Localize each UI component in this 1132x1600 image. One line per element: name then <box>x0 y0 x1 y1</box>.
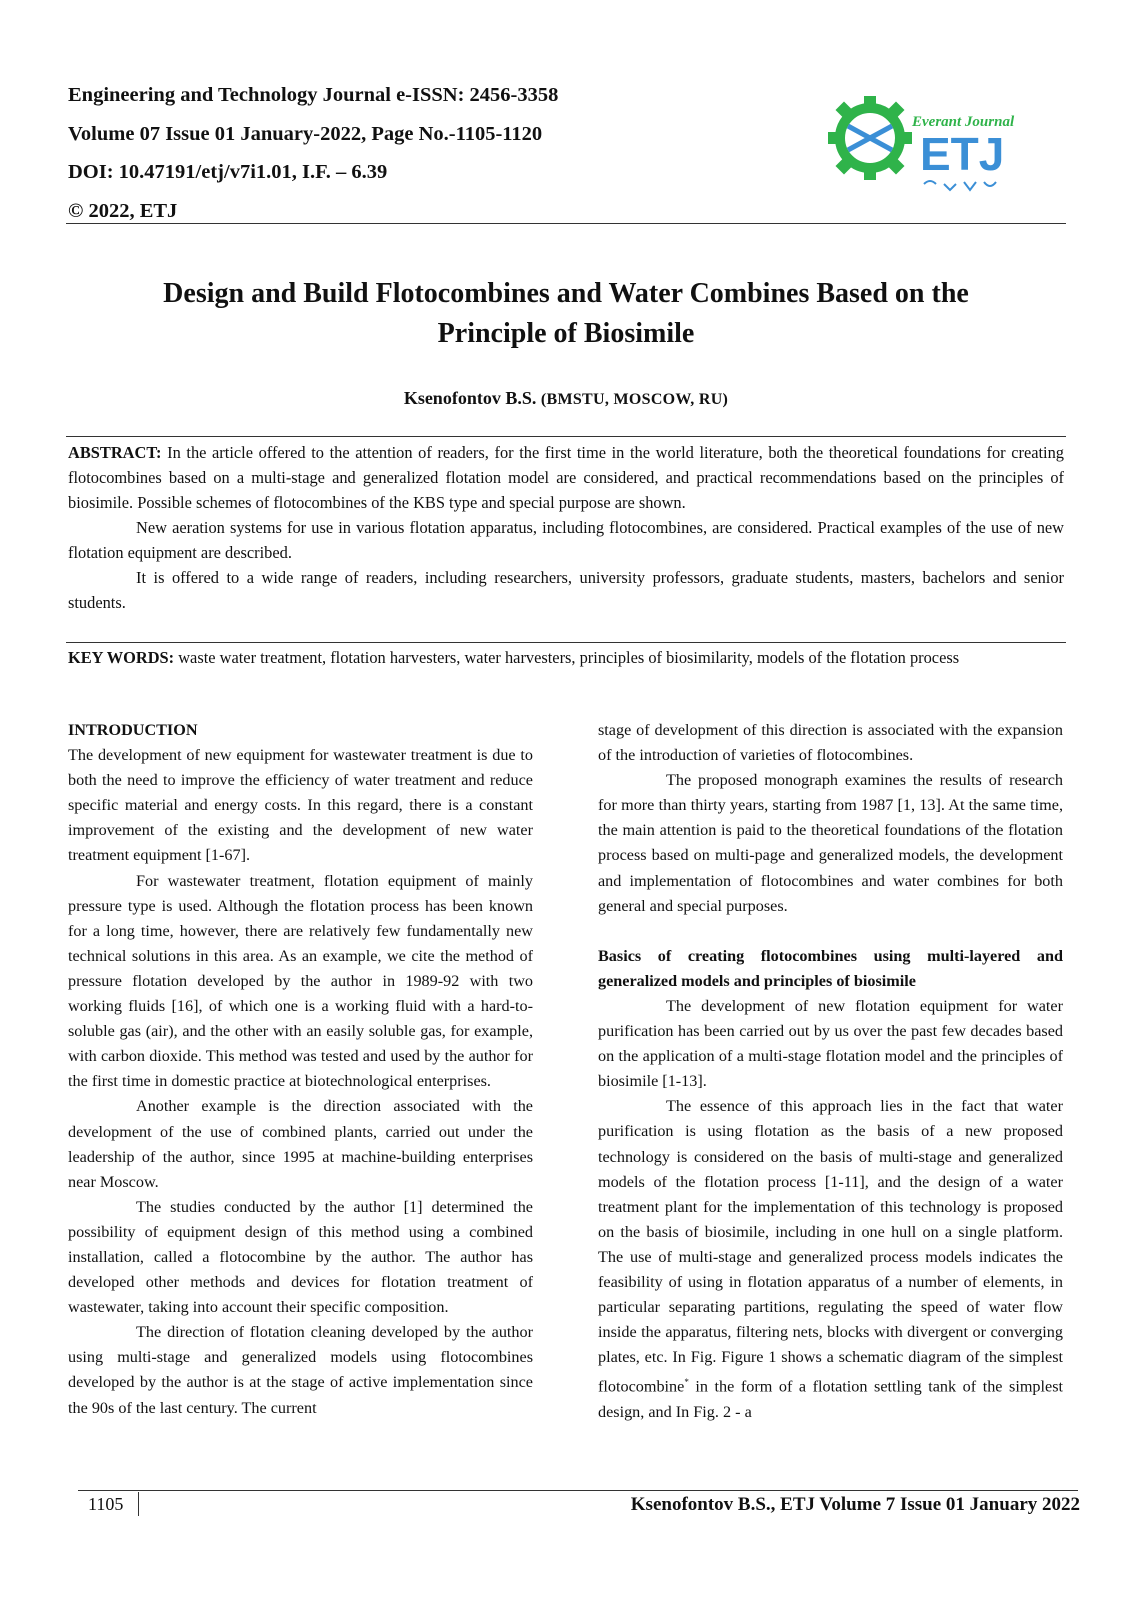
title-line-1: Design and Build Flotocombines and Water Combines Based on the <box>163 278 969 309</box>
paragraph: The development of new flotation equipment for water purification has been carried out by us over the past few decades based on the application of a multi-stage flotation model and the principles of biosimile [1-13]. <box>598 996 1063 1091</box>
paragraph: For wastewater treatment, flotation equipment of mainly pressure type is used. Although the flotation process has been known for a long time, however, there are relatively few fundamentally new technical solutions in this area. As an example, we cite the method of pressure flotation developed by the author in 1989-92 with two working fluids [16], of which one is a working fluid with a hard-to-soluble gas (air), and the other with an easily soluble gas, for example, with carbon dioxide. This method was tested and used by the author for the first time in domestic practice at biotechnological enterprises. <box>68 871 533 1091</box>
abstract-label: ABSTRACT: <box>68 443 162 462</box>
spacer <box>598 919 1063 944</box>
paragraph: The essence of this approach lies in the fact that water purification is using flotation as the basis of a new proposed technology is considered on the basis of multi-stage and generalized models of the flotation process [1-11], and the design of a water treatment plant for the implementation of this technology is proposed on the basis of biosimile, including in one hull on a single platform. The use of multi-stage and generalized process models indicates the feasibility of using in flotation apparatus of a number of elements, in particular separating partitions, regulating the speed of water flow inside the apparatus, filtering nets, blocks with divergent or converging plates, etc. In Fig. Figure 1 shows a schematic diagram of the simplest flotocombine* in the form of a flotation settling tank of the simplest design, and In Fig. 2 - a <box>598 1097 1063 1421</box>
right-column <box>598 718 1063 1425</box>
etj-logo <box>828 86 1038 198</box>
keywords-top-rule <box>66 642 1066 643</box>
footer-separator <box>138 1492 139 1516</box>
header-divider <box>66 223 1066 224</box>
abstract-block <box>68 440 1064 615</box>
paragraph: Another example is the direction associated with the development of the use of combined plants, carried out under the leadership of the author, since 1995 at machine-building enterprises near Moscow. <box>68 1097 533 1191</box>
author-name: Ksenofontov B.S. <box>403 388 537 408</box>
paragraph: The development of new equipment for wastewater treatment is due to both the need to improve the efficiency of water treatment and reduce specific material and energy costs. In this regard, there is a constant improvement of the existing and the development of new water treatment equipment [1-67]. <box>68 746 533 865</box>
keywords-text: waste water treatment, flotation harvesters, water harvesters, principles of biosimilarity, models of the flotation process <box>174 648 960 667</box>
abstract-top-rule <box>66 436 1066 437</box>
footer-divider <box>78 1490 1078 1491</box>
copyright-line: © 2022, ETJ <box>68 199 178 222</box>
abstract-paragraph-1: ABSTRACT: In the article offered to the attention of readers, for the first time in the world literature, both the theoretical foundations for creating flotocombines based on a multi-stage and generalized flotation model are considered, and practical recommendations based on the principles of biosimile. Possible schemes of flotocombines of the KBS type and special purpose are shown. <box>68 443 1064 512</box>
author-line <box>66 388 1066 409</box>
keywords-label: KEY WORDS: <box>68 648 175 667</box>
abstract-paragraph-2: New aeration systems for use in various flotation apparatus, including flotocombines, are considered. Practical examples of the use of new flotation equipment are described. <box>68 518 1064 562</box>
footnote-marker: * <box>684 1377 689 1388</box>
footer-citation: Ksenofontov B.S., ETJ Volume 7 Issue 01 January 2022 <box>630 1494 1080 1515</box>
keywords-block <box>68 645 1064 670</box>
abstract-paragraph-3: It is offered to a wide range of readers, including researchers, university professors, graduate students, masters, bachelors and senior students. <box>68 568 1064 612</box>
author-affiliation: (BMSTU, MOSCOW, RU) <box>540 391 729 408</box>
paragraph: The direction of flotation cleaning developed by the author using multi-stage and generalized models using flotocombines developed by the author is at the stage of active implementation since the 90s of the last century. The current <box>68 1323 533 1417</box>
journal-name-line: Engineering and Technology Journal e-ISSN: 2456-3358 <box>68 84 559 106</box>
left-column <box>68 718 533 1421</box>
paper-title <box>66 274 1066 354</box>
section-heading-basics: Basics of creating flotocombines using multi-layered and generalized models and principles of biosimile <box>598 946 1063 990</box>
journal-header <box>68 76 768 230</box>
logo-main-text: ETJ <box>920 128 1005 180</box>
title-line-2: Principle of Biosimile <box>437 318 695 349</box>
paragraph: The proposed monograph examines the results of research for more than thirty years, starting from 1987 [1, 13]. At the same time, the main attention is paid to the theoretical foundations of the flotation process based on multi-page and generalized models, the development and implementation of flotocombines and water combines for both general and special purposes. <box>598 771 1063 915</box>
paragraph: The studies conducted by the author [1] determined the possibility of equipment design of this method using a combined installation, called a flotocombine by the author. The author has developed other methods and devices for flotation treatment of wastewater, taking into account their specific composition. <box>68 1197 533 1317</box>
paragraph: stage of development of this direction is associated with the expansion of the introduction of varieties of flotocombines. <box>598 721 1063 765</box>
page-number: 1105 <box>88 1494 124 1514</box>
volume-line: Volume 07 Issue 01 January-2022, Page No.-1105-1120 <box>68 122 543 145</box>
logo-top-text: Everant Journal <box>912 114 1015 130</box>
section-heading-introduction: INTRODUCTION <box>68 721 198 739</box>
doi-line: DOI: 10.47191/etj/v7i1.01, I.F. – 6.39 <box>68 161 388 183</box>
gear-icon <box>828 96 912 180</box>
